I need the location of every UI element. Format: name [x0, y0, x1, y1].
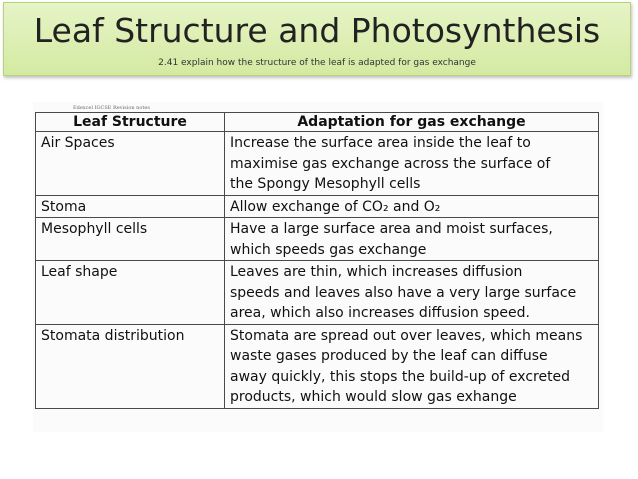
adaptation-cell: Increase the surface area inside the leaf to maximise gas exchange across the surface of the Spongy Mesophyll cells	[225, 132, 599, 196]
adaptation-cell: Stomata are spread out over leaves, which means waste gases produced by the leaf can diffuse away quickly, this stops the build-up of excreted products, which would slow gas exhange	[225, 324, 599, 408]
structure-cell: Stomata distribution	[36, 324, 225, 408]
notes-label: Edexcel IGCSE Revision notes	[73, 105, 150, 111]
adaptation-cell: Have a large surface area and moist surfaces, which speeds gas exchange	[225, 218, 599, 261]
header-leaf-structure: Leaf Structure	[36, 113, 225, 132]
table-row	[36, 324, 599, 408]
slide-title: Leaf Structure and Photosynthesis	[33, 11, 601, 50]
notes-document	[33, 102, 603, 432]
title-banner	[3, 2, 631, 76]
table-header-row	[36, 113, 599, 132]
structure-cell: Air Spaces	[36, 132, 225, 196]
table-row	[36, 132, 599, 196]
adaptation-cell: Allow exchange of CO₂ and O₂	[225, 195, 599, 218]
structure-cell: Mesophyll cells	[36, 218, 225, 261]
adaptation-cell: Leaves are thin, which increases diffusion speeds and leaves also have a very large surface area, which also increases diffusion speed.	[225, 261, 599, 325]
structure-cell: Stoma	[36, 195, 225, 218]
header-adaptation: Adaptation for gas exchange	[225, 113, 599, 132]
slide-subtitle: 2.41 explain how the structure of the leaf is adapted for gas exchange	[158, 58, 476, 68]
adaptation-table	[35, 112, 599, 409]
structure-cell: Leaf shape	[36, 261, 225, 325]
table-row	[36, 218, 599, 261]
table-row	[36, 261, 599, 325]
table-row	[36, 195, 599, 218]
